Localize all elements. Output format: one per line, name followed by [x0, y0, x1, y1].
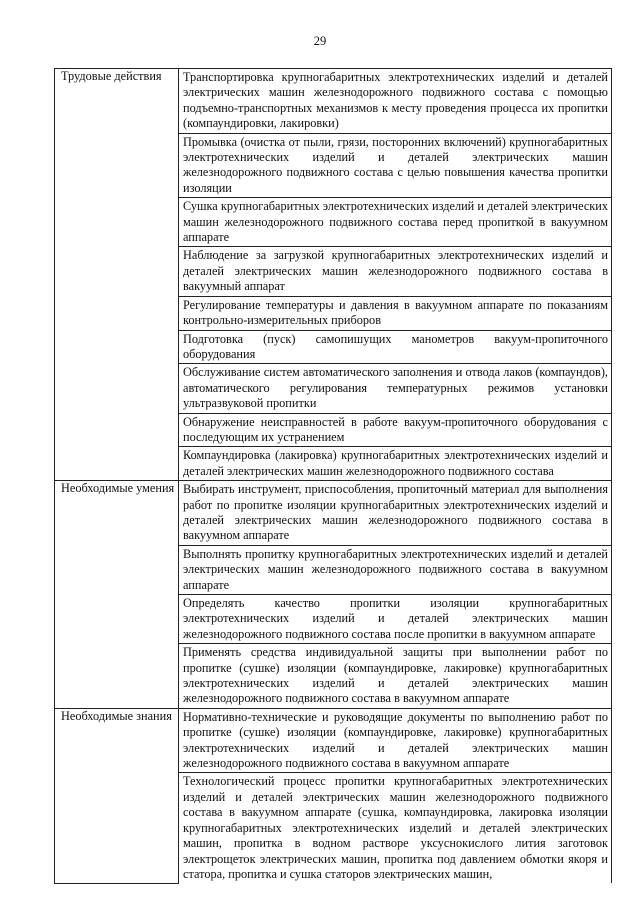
section-label-required-skills: Необходимые умения — [55, 481, 179, 709]
page-number: 29 — [313, 34, 327, 48]
labor-action-item: Подготовка (пуск) самопишущих манометров вакуум-пропиточного оборудования — [179, 330, 612, 364]
section-label-required-knowledge: Необходимые знания — [55, 708, 179, 883]
labor-action-item: Сушка крупногабаритных электротехнических изделий и деталей электрических машин железнодорожного подвижного состава перед пропиткой в вакуумном аппарате — [179, 198, 612, 247]
required-skill-item: Определять качество пропитки изоляции крупногабаритных электротехнических изделий и деталей электрических машин железнодорожного подвижного состава после пропитки в вакуумном аппарате — [179, 595, 612, 644]
labor-action-item: Компаундировка (лакировка) крупногабаритных электротехнических изделий и деталей электрических машин железнодорожного подвижного состава — [179, 447, 612, 481]
table-row — [55, 481, 612, 546]
labor-action-item: Промывка (очистка от пыли, грязи, посторонних включений) крупногабаритных электротехнических изделий и деталей электрических машин железнодорожного подвижного состава с целью повышения качества пропитки изоляции — [179, 133, 612, 198]
required-knowledge-item: Технологический процесс пропитки крупногабаритных электротехнических изделий и деталей электрических машин железнодорожного подвижного состава в вакуумном аппарате (сушка, компаундировка, лакировка изоляции крупногабаритных электротехнических изделий и деталей электрических машин, пропитка в водном растворе уксуснокислого лития заготовок электрощеток электрических машин, пропитка под давлением обмотки якоря и статора, пропитка и сушка статоров электрических машин, — [179, 773, 612, 883]
table-row — [55, 708, 612, 773]
labor-action-item: Наблюдение за загрузкой крупногабаритных электротехнических изделий и деталей электрических машин железнодорожного подвижного состава в вакуумный аппарат — [179, 247, 612, 296]
labor-action-item: Обнаружение неисправностей в работе вакуум-пропиточного оборудования с последующим их устранением — [179, 413, 612, 447]
table-row — [55, 69, 612, 134]
labor-action-item: Обслуживание систем автоматического заполнения и отвода лаков (компаундов), автоматического регулирования температурных режимов установки ультразвуковой пропитки — [179, 364, 612, 413]
required-skill-item: Выбирать инструмент, приспособления, пропиточный материал для выполнения работ по пропитке изоляции крупногабаритных электротехнических изделий и деталей электрических машин железнодорожного подвижного состава в вакуумном аппарате — [179, 481, 612, 546]
labor-action-item: Транспортировка крупногабаритных электротехнических изделий и деталей электрических машин железнодорожного подвижного состава с помощью подъемно-транспортных механизмов к месту проведения процесса их пропитки (компаундировки, лакировки) — [179, 69, 612, 134]
labor-functions-table — [54, 68, 612, 884]
required-skill-item: Выполнять пропитку крупногабаритных электротехнических изделий и деталей электрических машин железнодорожного подвижного состава в вакуумном аппарате — [179, 545, 612, 594]
required-knowledge-item: Нормативно-технические и руководящие документы по выполнению работ по пропитке (сушке) изоляции (компаундировке, лакировке) крупногабаритных электротехнических изделий и деталей электрических машин железнодорожного подвижного состава в вакуумном аппарате — [179, 708, 612, 773]
section-label-labor-actions: Трудовые действия — [55, 69, 179, 481]
required-skill-item: Применять средства индивидуальной защиты при выполнении работ по пропитке (сушке) изоляции (компаундировке, лакировке) крупногабаритных электротехнических изделий и деталей электрических машин железнодорожного подвижного состава в вакуумном аппарате — [179, 644, 612, 709]
labor-action-item: Регулирование температуры и давления в вакуумном аппарате по показаниям контрольно-измерительных приборов — [179, 296, 612, 330]
